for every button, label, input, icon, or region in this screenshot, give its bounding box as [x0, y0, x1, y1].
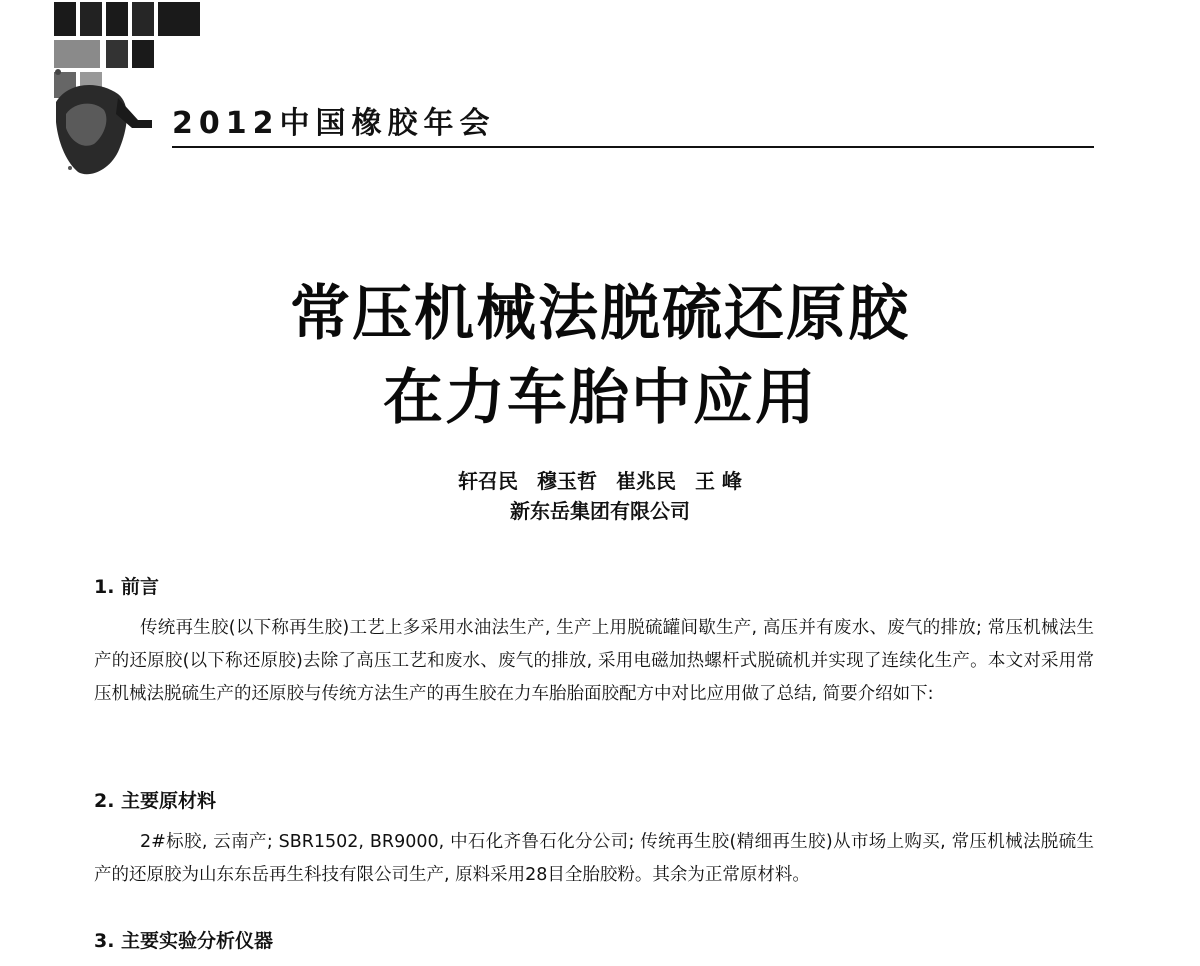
- section-raw-materials: [94, 788, 1094, 892]
- author-name: 穆玉哲: [537, 469, 598, 493]
- header-title: 2012中国橡胶年会: [172, 106, 496, 141]
- section-heading: 2. 主要原材料: [94, 790, 217, 812]
- section-instruments: [94, 928, 1094, 966]
- author-name: 王 峰: [694, 469, 742, 493]
- section-paragraph: 2#标胶, 云南产; SBR1502, BR9000, 中石化齐鲁石化分公司; 传统再生胶(精细再生胶)从市场上购买, 常压机械法脱硫生产的还原胶为山东东岳再生科技有限公司生产, 原料采用28目全胎胶粉。其余为正常原材料。: [94, 832, 1094, 885]
- section-heading: 3. 主要实验分析仪器: [94, 930, 274, 952]
- header-divider: [172, 146, 1094, 148]
- author-name: 崔兆民: [616, 469, 676, 493]
- section-heading: 1. 前言: [94, 576, 160, 598]
- affiliation: 新东岳集团有限公司: [510, 499, 690, 523]
- author-name: 轩召民: [458, 469, 519, 493]
- author-block: [0, 466, 1200, 526]
- section-paragraph: 传统再生胶(以下称再生胶)工艺上多采用水油法生产, 生产上用脱硫罐间歇生产, 高压并有废水、废气的排放; 常压机械法生产的还原胶(以下称还原胶)去除了高压工艺和废水、废气的排放, 采用电磁加热螺杆式脱硫机并实现了连续化生产。本文对采用常压机械法脱硫生产的还原胶与传统方法生产的再生胶在力车胎胎面胶配方中对比应用做了总结, 简要介绍如下:: [94, 618, 1094, 704]
- article-title: [0, 272, 1200, 440]
- section-introduction: [94, 574, 1094, 711]
- article-title-line-1: 常压机械法脱硫还原胶: [290, 279, 910, 349]
- header-logo-graphic: [48, 2, 208, 180]
- author-list: [0, 466, 1200, 496]
- article-title-line-2: 在力车胎中应用: [383, 363, 817, 433]
